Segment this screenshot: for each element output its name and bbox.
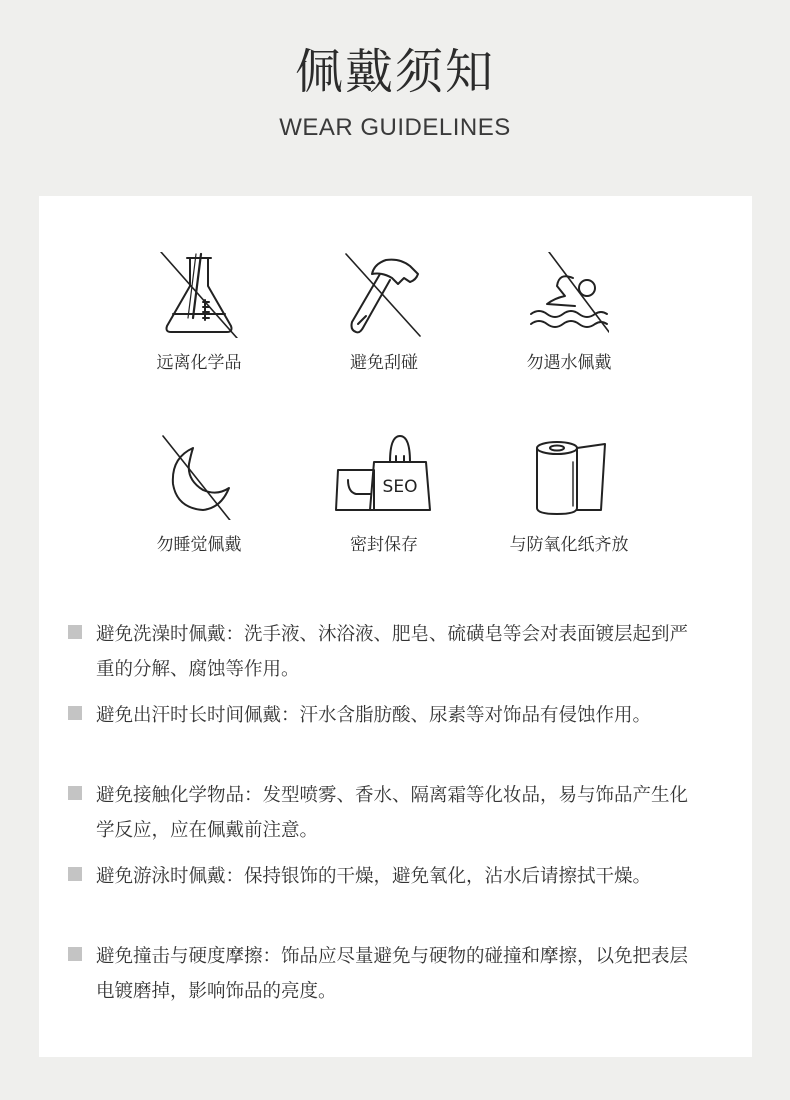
icon-item-sleep	[119, 434, 279, 574]
bullet-square	[68, 706, 82, 720]
paper-roll-icon	[529, 434, 609, 520]
icon-item-paper	[489, 434, 649, 574]
guideline-text: 避免出汗时长时间佩戴：汗水含脂肪酸、尿素等对饰品有侵蚀作用。	[96, 705, 652, 726]
icon-item-scratch	[304, 252, 464, 392]
icon-label: 避免刮碰	[350, 353, 418, 373]
icon-label: 勿遇水佩戴	[526, 353, 612, 373]
page-title: 佩戴须知	[294, 44, 495, 100]
icon-label: 远离化学品	[156, 353, 242, 373]
swimmer-crossed-icon	[529, 252, 609, 338]
svg-text:SEO: SEO	[382, 477, 418, 497]
bullet-square	[68, 867, 82, 881]
guideline-text: 避免洗澡时佩戴：洗手液、沐浴液、肥皂、硫磺皂等会对表面镀层起到严重的分解、腐蚀等作用。	[96, 624, 689, 680]
bullet-square	[68, 625, 82, 639]
guideline-text: 避免游泳时佩戴：保持银饰的干燥，避免氧化，沾水后请擦拭干燥。	[96, 866, 652, 887]
hammer-crossed-icon	[344, 252, 424, 338]
guidelines-card	[39, 196, 752, 1057]
moon-crossed-icon	[159, 434, 239, 520]
icon-item-sealed	[304, 434, 464, 574]
icon-item-chemicals	[119, 252, 279, 392]
guideline-text: 避免撞击与硬度摩擦：饰品应尽量避免与硬物的碰撞和摩擦，以免把表层电镀磨掉，影响饰品的亮度。	[96, 946, 689, 1002]
flask-crossed-icon	[159, 252, 239, 338]
bullet-square	[68, 947, 82, 961]
icon-item-water	[489, 252, 649, 392]
icon-label: 勿睡觉佩戴	[156, 535, 242, 555]
page-subtitle: WEAR GUIDELINES	[279, 114, 511, 141]
bullet-square	[68, 786, 82, 800]
icon-label: 与防氧化纸齐放	[509, 535, 629, 555]
icon-label: 密封保存	[350, 535, 418, 555]
sealed-bag-icon	[334, 434, 434, 520]
guideline-text: 避免接触化学物品：发型喷雾、香水、隔离霜等化妆品，易与饰品产生化学反应，应在佩戴前注意。	[96, 785, 689, 841]
